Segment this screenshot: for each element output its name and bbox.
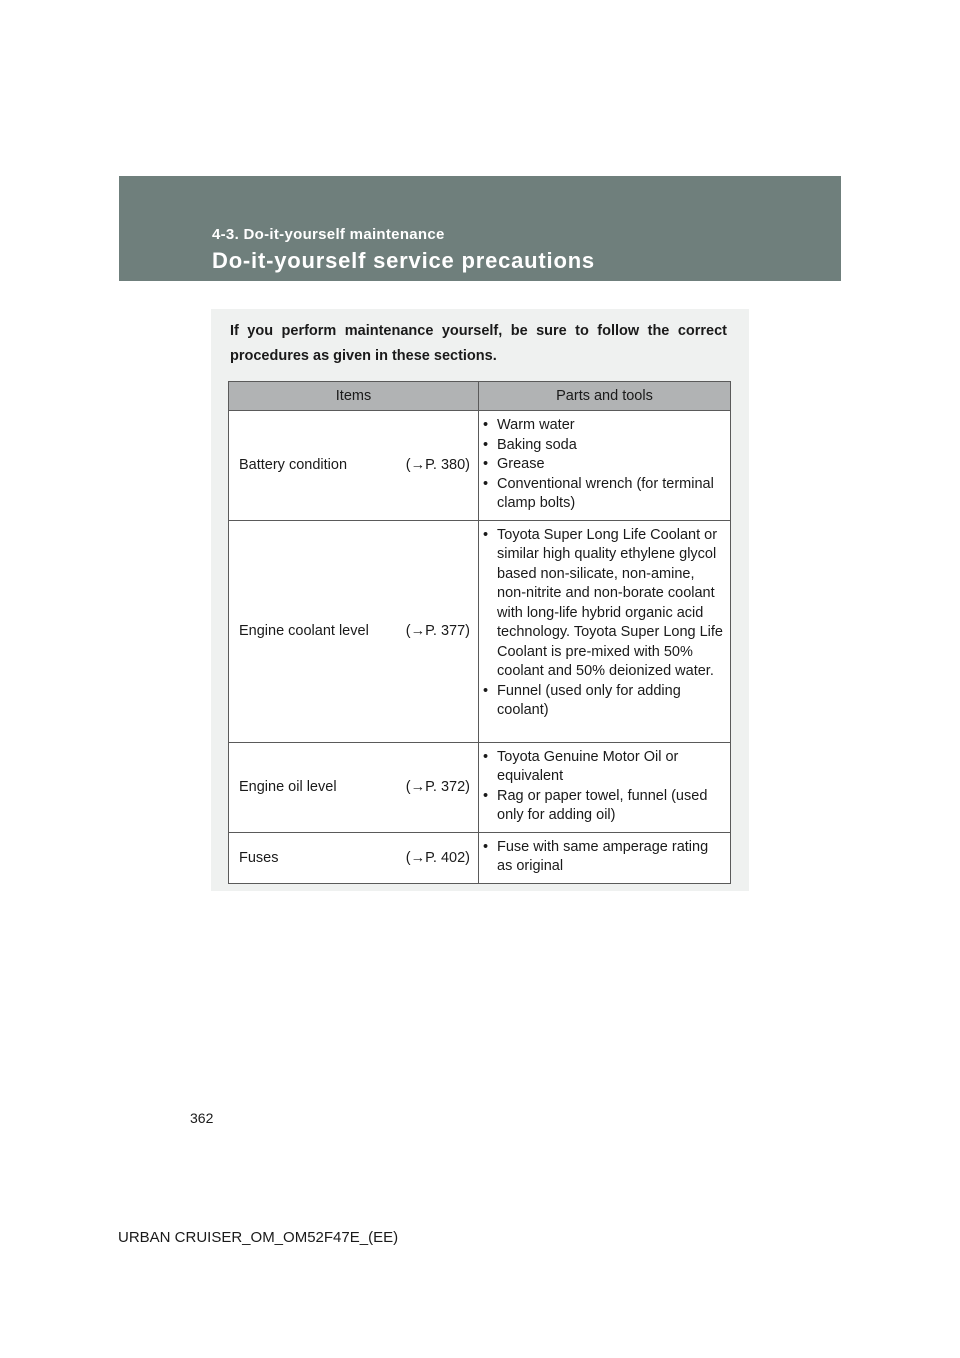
column-header-parts: Parts and tools — [479, 382, 731, 411]
tool-item: • Grease — [483, 456, 545, 472]
tool-item: • Warm water — [483, 417, 575, 433]
tool-item: • Toyota Genuine Motor Oil or equivalent — [483, 748, 679, 784]
tool-item: • Conventional wrench (for terminal clamp bolts) — [483, 475, 714, 511]
table-row — [229, 411, 731, 521]
tools-cell — [479, 520, 731, 742]
column-header-items: Items — [229, 382, 479, 411]
tools-cell — [479, 742, 731, 832]
tool-item: • Baking soda — [483, 436, 577, 453]
item-cell — [229, 742, 479, 832]
page-reference: (→P. 377) — [405, 623, 470, 639]
page-number: 362 — [190, 1110, 214, 1126]
footer-doc-code: URBAN CRUISER_OM_OM52F47E_(EE) — [118, 1229, 399, 1246]
item-cell — [229, 832, 479, 883]
header-band — [119, 176, 841, 281]
parts-table — [228, 381, 731, 884]
tools-cell — [479, 411, 731, 521]
page-reference: (→P. 380) — [405, 457, 470, 474]
item-name: Fuses — [239, 849, 279, 866]
page-title: Do-it-yourself service precautions — [212, 248, 595, 273]
table-header-row — [229, 382, 731, 411]
table-row — [229, 742, 731, 832]
intro-text: If you perform maintenance yourself, be sure to follow the correct procedures as given in these sections. — [230, 323, 727, 364]
item-cell — [229, 520, 479, 742]
content-box — [211, 309, 749, 891]
page-reference: (→P. 372) — [405, 779, 470, 795]
section-label: 4-3. Do-it-yourself maintenance — [212, 226, 445, 243]
tool-item: • Rag or paper towel, funnel (used only for adding oil) — [483, 787, 708, 823]
item-cell — [229, 411, 479, 521]
tool-item: • Funnel (used only for adding coolant) — [483, 682, 681, 718]
tool-item: • Toyota Super Long Life Coolant or similar high quality ethylene glycol based non-silicate, non-amine, non-nitrite and non-borate coolant with long-life hybrid organic acid technology. Toyota Super Long Life Coolant is pre-mixed with 50% coolant and 50% deionized water. — [483, 526, 723, 679]
item-name: Battery condition — [239, 457, 348, 474]
tool-item: • Fuse with same amperage rating as original — [483, 838, 709, 874]
item-name: Engine coolant level — [239, 623, 369, 639]
tools-cell — [479, 832, 731, 883]
item-name: Engine oil level — [239, 779, 337, 795]
table-row — [229, 520, 731, 742]
table-row — [229, 832, 731, 883]
page-reference: (→P. 402) — [405, 849, 470, 866]
